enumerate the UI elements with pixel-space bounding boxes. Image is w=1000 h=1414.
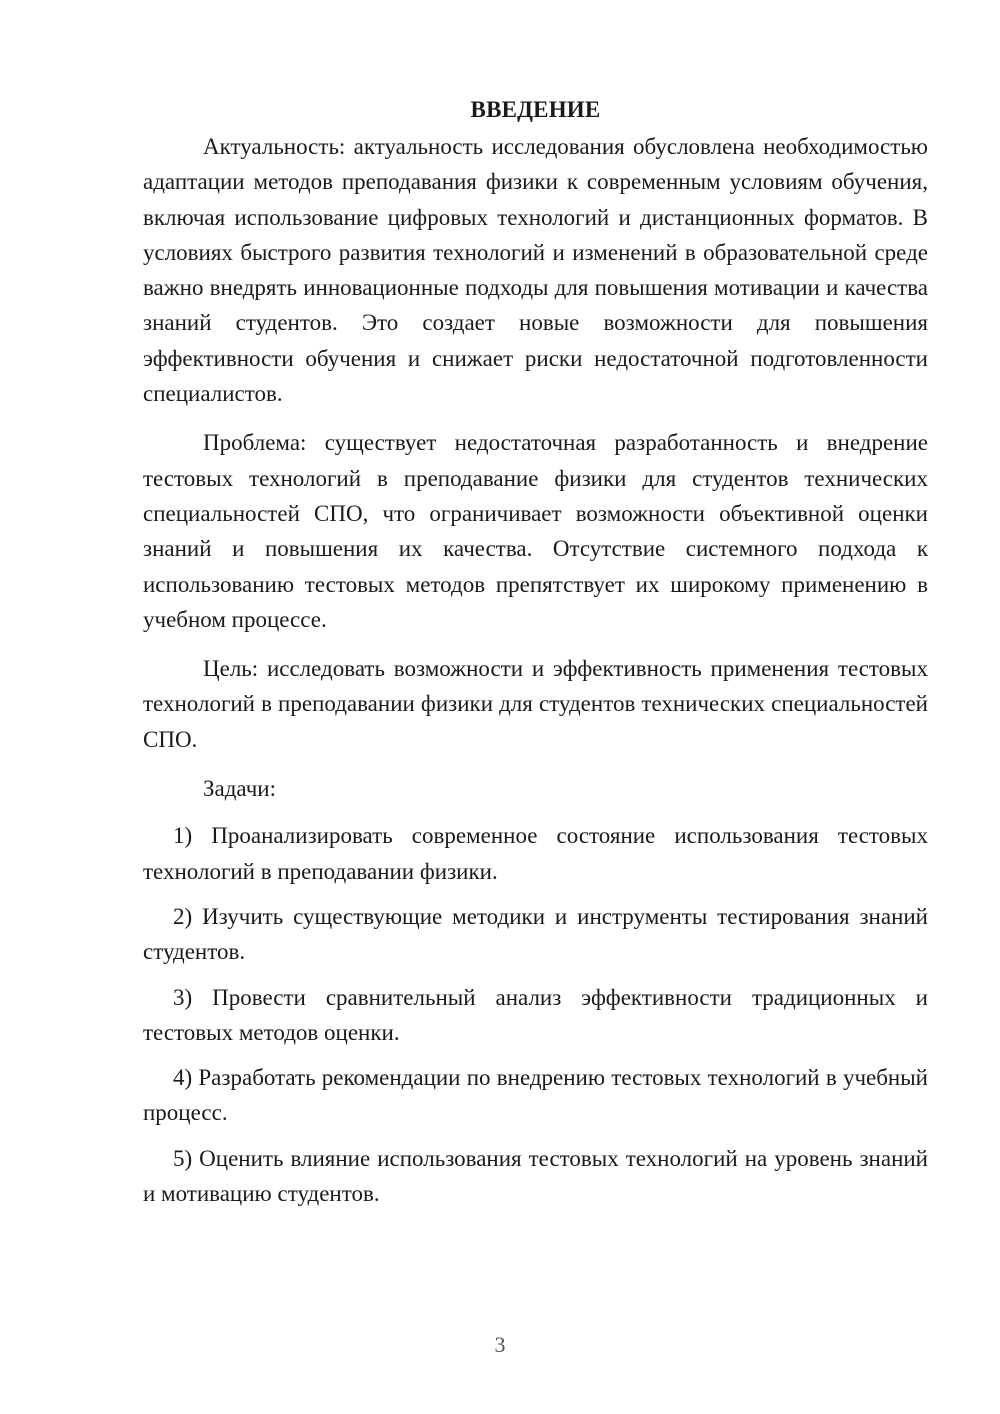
task-item: 5) Оценить влияние использования тестовых технологий на уровень знаний и мотивацию студентов. [143,1145,928,1207]
tasks-label: Задачи: [203,776,276,802]
task-item: 2) Изучить существующие методики и инструменты тестирования знаний студентов. [143,903,928,965]
paragraph-relevance: Актуальность: актуальность исследования обусловлена необходимостью адаптации методов преподавания физики к современным условиям обучения, включая использование цифровых технологий и дистанционных форматов. В условиях быстрого развития технологий и изменений в образовательной среде важно внедрять инновационные подходы для повышения мотивации и качества знаний студентов. Это создает новые возможности для повышения эффективности обучения и снижает риски недостаточной подготовленности специалистов. [143,134,928,407]
task-item: 1) Проанализировать современное состояние использования тестовых технологий в преподавании физики. [143,823,928,884]
paragraph-problem: Проблема: существует недостаточная разработанность и внедрение тестовых технологий в преподавание физики для студентов технических специальностей СПО, что ограничивает возможности объективной оценки знаний и повышения их качества. Отсутствие системного подхода к использованию тестовых методов препятствует их широкому применению в учебном процессе. [143,430,928,632]
page-content [143,94,928,1221]
section-heading: ВВЕДЕНИЕ [470,97,601,122]
task-item: 4) Разработать рекомендации по внедрению тестовых технологий в учебный процесс. [143,1065,928,1126]
task-item: 3) Провести сравнительный анализ эффективности традиционных и тестовых методов оценки. [143,984,928,1045]
page-number: 3 [494,1332,506,1357]
paragraph-goal: Цель: исследовать возможности и эффективность применения тестовых технологий в преподавании физики для студентов технических специальностей СПО. [143,656,928,752]
